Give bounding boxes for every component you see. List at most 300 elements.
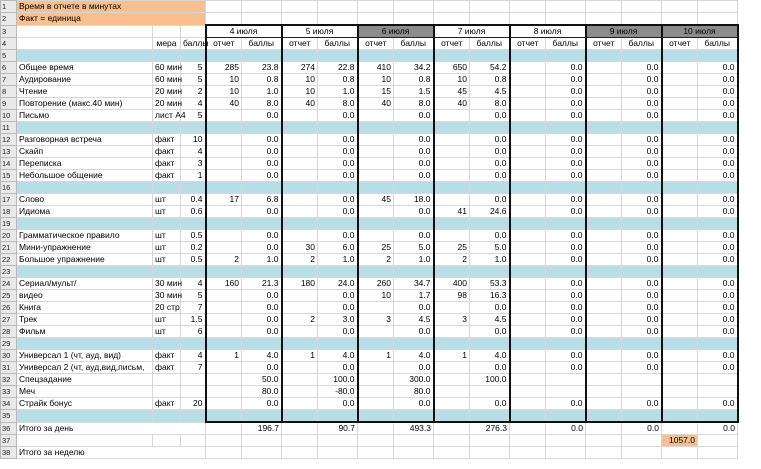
report-value[interactable] xyxy=(206,386,242,398)
points-value[interactable]: 8.0 xyxy=(470,98,510,110)
points-value[interactable]: 0.0 xyxy=(318,134,358,146)
points-value[interactable]: 0.0 xyxy=(698,86,738,98)
points-value[interactable]: 24.0 xyxy=(318,278,358,290)
points-value[interactable]: 0.0 xyxy=(622,350,662,362)
separator-cell[interactable] xyxy=(242,218,282,230)
separator-cell[interactable] xyxy=(698,182,738,194)
row-header[interactable]: 33 xyxy=(1,386,17,398)
points-value[interactable]: 0.0 xyxy=(318,194,358,206)
measure[interactable]: факт xyxy=(153,158,181,170)
measure[interactable]: шт xyxy=(153,206,181,218)
points-weight[interactable]: 2 xyxy=(181,86,206,98)
points-value[interactable]: 1.0 xyxy=(318,86,358,98)
separator-cell[interactable] xyxy=(622,182,662,194)
report-value[interactable] xyxy=(434,158,470,170)
points-value[interactable]: 0.0 xyxy=(622,278,662,290)
report-value[interactable] xyxy=(586,98,622,110)
cell[interactable] xyxy=(586,13,622,26)
report-value[interactable]: 17 xyxy=(206,194,242,206)
report-value[interactable] xyxy=(662,290,698,302)
report-value[interactable] xyxy=(662,326,698,338)
subheader-bally[interactable]: баллы xyxy=(622,38,662,50)
points-value[interactable]: 0.0 xyxy=(698,170,738,182)
separator-cell[interactable] xyxy=(662,182,698,194)
report-value[interactable] xyxy=(662,86,698,98)
activity-name[interactable]: Книга xyxy=(17,302,153,314)
subheader-otchet[interactable]: отчет xyxy=(206,38,242,50)
separator-cell[interactable] xyxy=(17,338,153,350)
separator-cell[interactable] xyxy=(358,50,394,62)
points-value[interactable]: 0.0 xyxy=(318,158,358,170)
cell[interactable] xyxy=(546,13,586,26)
cell[interactable] xyxy=(434,447,470,459)
day-total[interactable]: 0.0 xyxy=(622,422,662,435)
row-header[interactable]: 27 xyxy=(1,314,17,326)
cell[interactable] xyxy=(206,1,242,13)
measure[interactable]: шт xyxy=(153,314,181,326)
separator-cell[interactable] xyxy=(394,410,434,423)
points-value[interactable]: 0.8 xyxy=(242,74,282,86)
report-value[interactable] xyxy=(206,290,242,302)
report-value[interactable] xyxy=(586,350,622,362)
separator-cell[interactable] xyxy=(434,338,470,350)
cell[interactable] xyxy=(622,435,662,447)
separator-cell[interactable] xyxy=(546,266,586,278)
separator-cell[interactable] xyxy=(470,50,510,62)
points-value[interactable]: 4.5 xyxy=(394,314,434,326)
separator-cell[interactable] xyxy=(242,338,282,350)
report-value[interactable] xyxy=(358,170,394,182)
report-value[interactable]: 10 xyxy=(206,86,242,98)
report-value[interactable] xyxy=(662,302,698,314)
cell[interactable] xyxy=(662,447,698,459)
points-value[interactable]: 0.0 xyxy=(622,62,662,74)
points-value[interactable]: 0.0 xyxy=(318,230,358,242)
points-value[interactable]: -80.0 xyxy=(318,386,358,398)
cell[interactable] xyxy=(318,1,358,13)
points-value[interactable]: 0.0 xyxy=(318,170,358,182)
points-value[interactable]: 0.0 xyxy=(698,98,738,110)
report-value[interactable]: 1 xyxy=(434,350,470,362)
cell[interactable] xyxy=(586,422,622,435)
separator-cell[interactable] xyxy=(181,182,206,194)
points-value[interactable]: 1.0 xyxy=(394,254,434,266)
cell[interactable] xyxy=(181,25,206,38)
points-value[interactable]: 0.0 xyxy=(394,362,434,374)
report-value[interactable] xyxy=(206,398,242,410)
report-value[interactable] xyxy=(586,158,622,170)
report-value[interactable] xyxy=(586,146,622,158)
report-value[interactable] xyxy=(510,398,546,410)
separator-cell[interactable] xyxy=(622,266,662,278)
activity-name[interactable]: Мини-упражнение xyxy=(17,242,153,254)
row-header[interactable]: 19 xyxy=(1,218,17,230)
separator-cell[interactable] xyxy=(510,122,546,134)
separator-cell[interactable] xyxy=(181,266,206,278)
points-value[interactable]: 8.0 xyxy=(318,98,358,110)
points-value[interactable]: 0.0 xyxy=(242,314,282,326)
points-value[interactable]: 0.0 xyxy=(546,314,586,326)
measure[interactable]: 20 стр xyxy=(153,302,181,314)
report-value[interactable] xyxy=(434,146,470,158)
separator-cell[interactable] xyxy=(206,266,242,278)
measure[interactable] xyxy=(153,386,181,398)
report-value[interactable] xyxy=(206,302,242,314)
separator-cell[interactable] xyxy=(698,410,738,423)
points-value[interactable]: 0.0 xyxy=(546,242,586,254)
day-total[interactable]: 493.3 xyxy=(394,422,434,435)
cell[interactable] xyxy=(153,435,181,447)
points-value[interactable]: 0.0 xyxy=(242,230,282,242)
separator-cell[interactable] xyxy=(206,218,242,230)
row-header[interactable]: 37 xyxy=(1,435,17,447)
report-value[interactable]: 10 xyxy=(434,74,470,86)
separator-cell[interactable] xyxy=(17,410,153,423)
points-value[interactable]: 0.0 xyxy=(622,398,662,410)
separator-cell[interactable] xyxy=(394,218,434,230)
report-value[interactable] xyxy=(206,230,242,242)
points-value[interactable]: 0.0 xyxy=(242,146,282,158)
report-value[interactable]: 10 xyxy=(358,74,394,86)
activity-name[interactable]: Фильм xyxy=(17,326,153,338)
separator-cell[interactable] xyxy=(181,218,206,230)
points-value[interactable]: 0.0 xyxy=(698,362,738,374)
points-value[interactable]: 4.5 xyxy=(470,314,510,326)
report-value[interactable] xyxy=(358,362,394,374)
report-value[interactable] xyxy=(282,398,318,410)
points-value[interactable]: 0.0 xyxy=(698,146,738,158)
points-value[interactable]: 0.0 xyxy=(546,278,586,290)
separator-cell[interactable] xyxy=(358,338,394,350)
points-value[interactable]: 0.0 xyxy=(394,134,434,146)
measure[interactable]: 60 мин xyxy=(153,62,181,74)
separator-cell[interactable] xyxy=(153,338,181,350)
points-value[interactable]: 0.8 xyxy=(394,74,434,86)
row-header[interactable]: 12 xyxy=(1,134,17,146)
report-value[interactable] xyxy=(586,206,622,218)
points-value[interactable]: 4.0 xyxy=(318,350,358,362)
separator-cell[interactable] xyxy=(510,410,546,423)
measure[interactable]: факт xyxy=(153,134,181,146)
separator-cell[interactable] xyxy=(282,410,318,423)
report-value[interactable] xyxy=(662,230,698,242)
points-weight[interactable]: 4 xyxy=(181,350,206,362)
report-value[interactable] xyxy=(586,398,622,410)
day-total[interactable]: 276.3 xyxy=(470,422,510,435)
report-value[interactable]: 30 xyxy=(282,242,318,254)
points-value[interactable]: 0.0 xyxy=(622,206,662,218)
report-value[interactable] xyxy=(510,62,546,74)
points-value[interactable]: 0.0 xyxy=(622,170,662,182)
separator-cell[interactable] xyxy=(586,182,622,194)
points-value[interactable]: 0.0 xyxy=(622,314,662,326)
points-value[interactable]: 0.0 xyxy=(394,206,434,218)
points-value[interactable]: 0.0 xyxy=(394,170,434,182)
separator-cell[interactable] xyxy=(318,182,358,194)
report-value[interactable] xyxy=(358,134,394,146)
points-value[interactable]: 0.0 xyxy=(546,170,586,182)
row-header[interactable]: 24 xyxy=(1,278,17,290)
points-value[interactable]: 0.0 xyxy=(546,194,586,206)
activity-name[interactable]: Трек xyxy=(17,314,153,326)
points-value[interactable] xyxy=(546,374,586,386)
report-value[interactable] xyxy=(510,170,546,182)
separator-cell[interactable] xyxy=(394,50,434,62)
report-value[interactable] xyxy=(282,326,318,338)
separator-cell[interactable] xyxy=(546,182,586,194)
points-value[interactable]: 6.0 xyxy=(318,242,358,254)
separator-cell[interactable] xyxy=(17,218,153,230)
cell[interactable] xyxy=(662,422,698,435)
report-value[interactable]: 10 xyxy=(358,290,394,302)
separator-cell[interactable] xyxy=(318,50,358,62)
points-value[interactable]: 53.3 xyxy=(470,278,510,290)
report-value[interactable]: 274 xyxy=(282,62,318,74)
separator-cell[interactable] xyxy=(662,218,698,230)
report-value[interactable] xyxy=(586,278,622,290)
separator-cell[interactable] xyxy=(282,182,318,194)
points-value[interactable]: 0.0 xyxy=(622,242,662,254)
cell[interactable] xyxy=(470,1,510,13)
separator-cell[interactable] xyxy=(318,266,358,278)
report-value[interactable] xyxy=(206,170,242,182)
measure[interactable]: 20 мин xyxy=(153,98,181,110)
cell[interactable] xyxy=(394,435,434,447)
measure[interactable]: факт xyxy=(153,398,181,410)
row-header[interactable]: 22 xyxy=(1,254,17,266)
report-value[interactable] xyxy=(586,326,622,338)
separator-cell[interactable] xyxy=(153,266,181,278)
separator-cell[interactable] xyxy=(698,122,738,134)
report-value[interactable] xyxy=(358,386,394,398)
activity-name[interactable]: Небольшое общение xyxy=(17,170,153,182)
report-value[interactable] xyxy=(662,74,698,86)
points-value[interactable]: 4.5 xyxy=(470,86,510,98)
report-value[interactable] xyxy=(358,374,394,386)
cell[interactable] xyxy=(206,422,242,435)
points-value[interactable]: 5.0 xyxy=(394,242,434,254)
measure[interactable]: 30 мин xyxy=(153,278,181,290)
separator-cell[interactable] xyxy=(662,410,698,423)
points-value[interactable]: 50.0 xyxy=(242,374,282,386)
separator-cell[interactable] xyxy=(181,410,206,423)
separator-cell[interactable] xyxy=(434,50,470,62)
report-value[interactable] xyxy=(510,134,546,146)
separator-cell[interactable] xyxy=(318,410,358,423)
separator-cell[interactable] xyxy=(358,266,394,278)
points-value[interactable]: 0.0 xyxy=(698,290,738,302)
row-header[interactable]: 29 xyxy=(1,338,17,350)
report-value[interactable]: 400 xyxy=(434,278,470,290)
report-value[interactable] xyxy=(510,158,546,170)
separator-cell[interactable] xyxy=(318,338,358,350)
subheader-otchet[interactable]: отчет xyxy=(282,38,318,50)
row-header[interactable]: 14 xyxy=(1,158,17,170)
report-value[interactable] xyxy=(510,86,546,98)
points-value[interactable]: 0.0 xyxy=(470,170,510,182)
points-value[interactable]: 0.0 xyxy=(470,302,510,314)
separator-cell[interactable] xyxy=(662,122,698,134)
points-value[interactable]: 100.0 xyxy=(318,374,358,386)
report-value[interactable]: 1 xyxy=(206,350,242,362)
activity-name[interactable]: Большое упражнение xyxy=(17,254,153,266)
report-value[interactable]: 45 xyxy=(434,86,470,98)
report-value[interactable]: 2 xyxy=(282,314,318,326)
separator-cell[interactable] xyxy=(546,410,586,423)
cell[interactable] xyxy=(698,435,738,447)
report-value[interactable] xyxy=(358,206,394,218)
activity-name[interactable]: Скайп xyxy=(17,146,153,158)
cell[interactable] xyxy=(434,435,470,447)
points-value[interactable]: 100.0 xyxy=(470,374,510,386)
points-value[interactable]: 0.0 xyxy=(546,158,586,170)
points-value[interactable]: 0.0 xyxy=(622,290,662,302)
row-header[interactable]: 7 xyxy=(1,74,17,86)
report-value[interactable]: 2 xyxy=(434,254,470,266)
points-value[interactable]: 1.0 xyxy=(242,254,282,266)
cell[interactable] xyxy=(394,1,434,13)
day-header-7[interactable]: 10 июля xyxy=(662,25,738,38)
points-value[interactable]: 0.0 xyxy=(470,362,510,374)
report-value[interactable] xyxy=(586,110,622,122)
separator-cell[interactable] xyxy=(470,218,510,230)
points-value[interactable]: 0.0 xyxy=(698,314,738,326)
cell[interactable] xyxy=(282,435,318,447)
cell[interactable] xyxy=(206,435,242,447)
separator-cell[interactable] xyxy=(434,122,470,134)
points-value[interactable]: 0.0 xyxy=(698,230,738,242)
report-value[interactable] xyxy=(206,374,242,386)
row-header[interactable]: 1 xyxy=(1,1,17,13)
separator-cell[interactable] xyxy=(206,122,242,134)
cell[interactable] xyxy=(622,13,662,26)
points-value[interactable]: 8.0 xyxy=(242,98,282,110)
row-header[interactable]: 23 xyxy=(1,266,17,278)
points-value[interactable]: 0.0 xyxy=(318,206,358,218)
points-value[interactable]: 0.0 xyxy=(470,230,510,242)
points-value[interactable] xyxy=(622,386,662,398)
report-value[interactable]: 98 xyxy=(434,290,470,302)
measure[interactable]: 20 мин xyxy=(153,86,181,98)
report-value[interactable]: 2 xyxy=(282,254,318,266)
report-value[interactable]: 10 xyxy=(282,86,318,98)
points-value[interactable]: 0.0 xyxy=(622,110,662,122)
report-value[interactable] xyxy=(662,206,698,218)
report-value[interactable] xyxy=(662,62,698,74)
separator-cell[interactable] xyxy=(510,218,546,230)
points-value[interactable]: 0.0 xyxy=(622,146,662,158)
report-value[interactable] xyxy=(206,206,242,218)
report-value[interactable] xyxy=(662,242,698,254)
points-value[interactable]: 24.6 xyxy=(470,206,510,218)
points-value[interactable]: 4.0 xyxy=(394,350,434,362)
report-value[interactable] xyxy=(358,110,394,122)
points-value[interactable]: 0.0 xyxy=(318,326,358,338)
points-value[interactable]: 0.8 xyxy=(470,74,510,86)
points-value[interactable]: 22.8 xyxy=(318,62,358,74)
cell[interactable] xyxy=(586,1,622,13)
subheader-bally[interactable]: баллы xyxy=(698,38,738,50)
points-weight[interactable]: 1 xyxy=(181,170,206,182)
report-value[interactable]: 45 xyxy=(358,194,394,206)
separator-cell[interactable] xyxy=(510,338,546,350)
row-header[interactable]: 6 xyxy=(1,62,17,74)
points-value[interactable]: 0.0 xyxy=(546,86,586,98)
row-header[interactable]: 2 xyxy=(1,13,17,26)
total-week-label[interactable]: Итого за неделю xyxy=(17,447,206,459)
separator-cell[interactable] xyxy=(181,122,206,134)
points-value[interactable]: 0.0 xyxy=(698,206,738,218)
row-header[interactable]: 34 xyxy=(1,398,17,410)
points-value[interactable]: 34.2 xyxy=(394,62,434,74)
cell[interactable] xyxy=(698,1,738,13)
activity-name[interactable]: Аудирование xyxy=(17,74,153,86)
report-value[interactable] xyxy=(282,374,318,386)
points-weight[interactable]: 4 xyxy=(181,278,206,290)
points-value[interactable]: 0.0 xyxy=(546,302,586,314)
separator-cell[interactable] xyxy=(153,122,181,134)
report-value[interactable]: 41 xyxy=(434,206,470,218)
points-value[interactable]: 0.0 xyxy=(622,158,662,170)
cell[interactable] xyxy=(153,25,181,38)
week-total-value[interactable]: 1057.0 xyxy=(662,435,698,447)
report-value[interactable]: 160 xyxy=(206,278,242,290)
report-value[interactable] xyxy=(358,398,394,410)
report-value[interactable] xyxy=(510,110,546,122)
report-value[interactable] xyxy=(206,314,242,326)
points-value[interactable]: 0.0 xyxy=(242,206,282,218)
points-value[interactable] xyxy=(698,386,738,398)
points-value[interactable]: 0.0 xyxy=(242,110,282,122)
report-value[interactable] xyxy=(510,326,546,338)
measure[interactable]: шт xyxy=(153,242,181,254)
report-value[interactable] xyxy=(662,374,698,386)
report-value[interactable] xyxy=(434,110,470,122)
separator-cell[interactable] xyxy=(153,218,181,230)
points-value[interactable]: 0.0 xyxy=(622,98,662,110)
separator-cell[interactable] xyxy=(622,122,662,134)
report-value[interactable] xyxy=(434,326,470,338)
separator-cell[interactable] xyxy=(181,338,206,350)
report-value[interactable] xyxy=(510,278,546,290)
cell[interactable] xyxy=(17,25,153,38)
points-value[interactable]: 3.0 xyxy=(318,314,358,326)
separator-cell[interactable] xyxy=(434,410,470,423)
points-value[interactable]: 0.0 xyxy=(622,134,662,146)
points-value[interactable]: 0.0 xyxy=(470,134,510,146)
day-total[interactable]: 0.0 xyxy=(698,422,738,435)
separator-cell[interactable] xyxy=(358,122,394,134)
separator-cell[interactable] xyxy=(470,122,510,134)
points-value[interactable]: 0.0 xyxy=(470,398,510,410)
separator-cell[interactable] xyxy=(206,182,242,194)
cell[interactable] xyxy=(470,13,510,26)
cell[interactable] xyxy=(206,13,242,26)
points-weight[interactable]: 0.6 xyxy=(181,206,206,218)
subheader-bally[interactable]: баллы xyxy=(470,38,510,50)
cell[interactable] xyxy=(546,1,586,13)
report-value[interactable] xyxy=(434,398,470,410)
separator-cell[interactable] xyxy=(358,182,394,194)
row-header[interactable]: 15 xyxy=(1,170,17,182)
separator-cell[interactable] xyxy=(181,50,206,62)
points-value[interactable]: 0.0 xyxy=(546,110,586,122)
points-value[interactable] xyxy=(546,386,586,398)
measure[interactable]: 60 мин xyxy=(153,74,181,86)
separator-cell[interactable] xyxy=(546,122,586,134)
report-value[interactable] xyxy=(662,146,698,158)
activity-name[interactable]: Слово xyxy=(17,194,153,206)
